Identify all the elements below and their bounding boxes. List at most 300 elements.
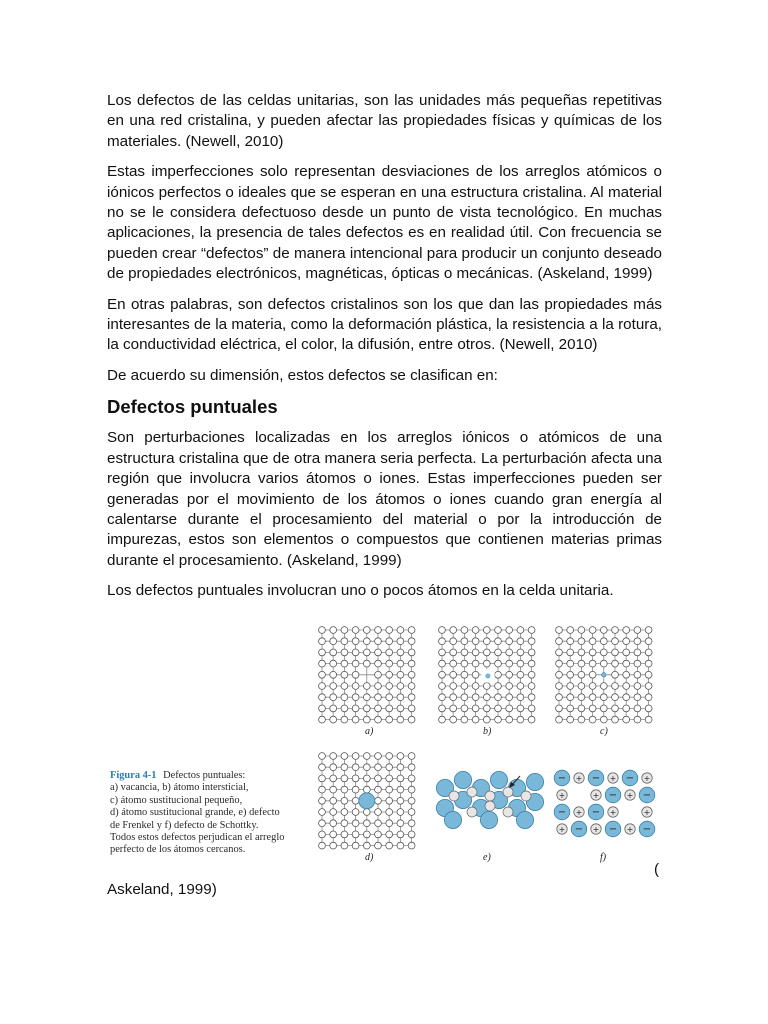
lattice-atom: [439, 705, 446, 712]
lattice-atom: [386, 649, 393, 656]
lattice-atom: [556, 671, 563, 678]
lattice-atom: [352, 775, 359, 782]
lattice-atom: [319, 775, 326, 782]
lattice-atom: [363, 638, 370, 645]
ion-small: [467, 787, 477, 797]
lattice-atom: [330, 786, 337, 793]
lattice-atom: [528, 716, 535, 723]
lattice-atom: [319, 671, 326, 678]
lattice-atom: [645, 660, 652, 667]
lattice-atom: [363, 775, 370, 782]
lattice-atom: [567, 649, 574, 656]
lattice-atom: [634, 649, 641, 656]
lattice-atom: [330, 660, 337, 667]
lattice-atom: [352, 797, 359, 804]
lattice-atom: [397, 705, 404, 712]
lattice-atom: [612, 638, 619, 645]
label-b: b): [483, 726, 492, 737]
lattice-atom: [623, 649, 630, 656]
lattice-atom: [612, 683, 619, 690]
label-c: c): [600, 726, 608, 737]
lattice-atom: [363, 694, 370, 701]
lattice-atom: [408, 694, 415, 701]
lattice-atom: [567, 694, 574, 701]
lattice-atom: [352, 786, 359, 793]
lattice-atom: [517, 627, 524, 634]
lattice-atom: [600, 649, 607, 656]
lattice-atom: [528, 649, 535, 656]
paragraph-4: De acuerdo su dimensión, estos defectos se clasifican en:: [107, 366, 498, 384]
lattice-atom: [363, 683, 370, 690]
minus-sign: −: [642, 824, 652, 835]
lattice-atom: [495, 671, 502, 678]
lattice-atom: [375, 797, 382, 804]
lattice-atom: [483, 716, 490, 723]
lattice-atom: [408, 683, 415, 690]
plus-sign: +: [643, 808, 651, 817]
minus-sign: −: [557, 807, 567, 818]
lattice-atom: [623, 716, 630, 723]
lattice-atom: [375, 809, 382, 816]
ion-small: [485, 801, 495, 811]
panel-e-frenkel: [436, 771, 543, 828]
lattice-atom: [397, 842, 404, 849]
plus-sign: +: [558, 791, 566, 800]
lattice-atom: [330, 716, 337, 723]
lattice-atom: [461, 705, 468, 712]
lattice-atom: [363, 649, 370, 656]
lattice-atom: [483, 638, 490, 645]
lattice-atom: [528, 660, 535, 667]
lattice-atom: [408, 842, 415, 849]
lattice-atom: [645, 638, 652, 645]
paragraph-5: Son perturbaciones localizadas en los arreglos iónicos o atómicos de una estructura cristalina que de otra manera seria perfecta. La perturbación afecta una región que involucra varios átomos o iones. Estas imperfecciones pueden ser generadas por el movimiento de los átomos o iones cuando gran energía al calentarse durante el procesamiento del material o por la introducción de impurezas, estos son elementos o compuestos que contienen materias primas durante el procesamiento. (Askeland, 1999): [107, 429, 662, 569]
lattice-atom: [319, 694, 326, 701]
plus-sign: +: [575, 808, 583, 817]
paragraph-2: Estas imperfecciones solo representan desviaciones de los arreglos atómicos o iónicos perfectos o ideales que se esperan en una estructura cristalina. Al material no se le considera defectuoso desde un punto de vista tecnológico. En muchas aplicaciones, la presencia de tales defectos es en realidad útil. Con frecuencia se pueden crear “defectos” de manera intencional para producir un conjunto deseado de propiedades electrónicos, magnéticas, ópticas o mecánicas. (Askeland, 1999): [107, 163, 662, 283]
lattice-atom: [472, 660, 479, 667]
lattice-atom: [397, 809, 404, 816]
small-substitutional-atom: [602, 673, 606, 677]
minus-sign: −: [625, 773, 635, 784]
ion-large: [490, 771, 507, 788]
lattice-atom: [341, 649, 348, 656]
lattice-atom: [375, 705, 382, 712]
lattice-atom: [386, 660, 393, 667]
lattice-atom: [341, 764, 348, 771]
lattice-atom: [634, 627, 641, 634]
citation-rest: Askeland, 1999): [107, 881, 217, 898]
lattice-atom: [341, 797, 348, 804]
lattice-atom: [386, 831, 393, 838]
lattice-atom: [341, 627, 348, 634]
lattice-atom: [517, 705, 524, 712]
lattice-atom: [623, 694, 630, 701]
lattice-atom: [645, 627, 652, 634]
paragraph-1: Los defectos de las celdas unitarias, son las unidades más pequeñas repetitivas en una red cristalina, y pueden afectar las propiedades físicas y químicas de los materiales. (Newell, 2010): [107, 92, 662, 150]
lattice-atom: [375, 627, 382, 634]
lattice-atom: [472, 683, 479, 690]
lattice-atom: [461, 671, 468, 678]
lattice-atom: [450, 649, 457, 656]
lattice-atom: [408, 671, 415, 678]
lattice-atom: [386, 694, 393, 701]
lattice-atom: [341, 786, 348, 793]
ion-small: [449, 791, 459, 801]
lattice-atom: [506, 683, 513, 690]
lattice-atom: [567, 705, 574, 712]
lattice-atom: [408, 775, 415, 782]
lattice-atom: [363, 831, 370, 838]
lattice-atom: [352, 716, 359, 723]
lattice-atom: [461, 649, 468, 656]
lattice-atom: [386, 764, 393, 771]
lattice-atom: [623, 638, 630, 645]
lattice-atom: [352, 683, 359, 690]
lattice-atom: [319, 716, 326, 723]
lattice-atom: [578, 660, 585, 667]
lattice-atom: [450, 671, 457, 678]
lattice-atom: [517, 671, 524, 678]
lattice-atom: [623, 627, 630, 634]
label-d: d): [365, 852, 374, 863]
lattice-atom: [567, 683, 574, 690]
minus-sign: −: [642, 790, 652, 801]
interstitial-atom: [485, 673, 490, 678]
lattice-atom: [319, 831, 326, 838]
lattice-atom: [495, 705, 502, 712]
figure-title: Defectos puntuales:: [163, 770, 246, 781]
lattice-atom: [439, 660, 446, 667]
lattice-atom: [528, 683, 535, 690]
lattice-atom: [341, 820, 348, 827]
lattice-atom: [578, 649, 585, 656]
figure-caption: [110, 770, 315, 857]
lattice-atom: [363, 753, 370, 760]
lattice-atom: [330, 638, 337, 645]
lattice-atom: [634, 705, 641, 712]
lattice-atom: [556, 649, 563, 656]
lattice-atom: [600, 705, 607, 712]
lattice-atom: [506, 627, 513, 634]
lattice-atom: [363, 764, 370, 771]
lattice-atom: [506, 716, 513, 723]
lattice-atom: [341, 775, 348, 782]
lattice-atom: [341, 660, 348, 667]
ion-small: [503, 807, 513, 817]
lattice-atom: [408, 638, 415, 645]
lattice-atom: [439, 716, 446, 723]
lattice-atom: [352, 842, 359, 849]
lattice-atom: [461, 694, 468, 701]
lattice-atom: [589, 716, 596, 723]
lattice-atom: [341, 842, 348, 849]
lattice-atom: [528, 694, 535, 701]
plus-sign: +: [609, 808, 617, 817]
caption-line: c) átomo sustitucional pequeño,: [110, 794, 243, 806]
ion-small: [467, 807, 477, 817]
lattice-atom: [528, 627, 535, 634]
lattice-atom: [600, 694, 607, 701]
lattice-atom: [578, 716, 585, 723]
lattice-atom: [319, 753, 326, 760]
lattice-atom: [567, 638, 574, 645]
lattice-atom: [645, 649, 652, 656]
lattice-atom: [330, 764, 337, 771]
lattice-atom: [506, 649, 513, 656]
panel-f-schottky: [554, 770, 655, 837]
lattice-atom: [352, 649, 359, 656]
lattice-atom: [352, 831, 359, 838]
lattice-atom: [483, 694, 490, 701]
lattice-atom: [341, 809, 348, 816]
lattice-atom: [506, 638, 513, 645]
lattice-atom: [472, 649, 479, 656]
lattice-atom: [397, 753, 404, 760]
lattice-atom: [483, 660, 490, 667]
lattice-atom: [375, 716, 382, 723]
lattice-atom: [386, 775, 393, 782]
lattice-atom: [386, 786, 393, 793]
lattice-atom: [341, 671, 348, 678]
lattice-atom: [556, 705, 563, 712]
label-f: f): [600, 852, 607, 863]
lattice-atom: [567, 671, 574, 678]
lattice-atom: [352, 627, 359, 634]
lattice-atom: [645, 671, 652, 678]
lattice-atom: [341, 683, 348, 690]
lattice-atom: [450, 638, 457, 645]
lattice-atom: [408, 705, 415, 712]
lattice-atom: [352, 705, 359, 712]
lattice-atom: [341, 831, 348, 838]
lattice-atom: [645, 716, 652, 723]
caption-line: d) átomo sustitucional grande, e) defecto: [110, 807, 280, 819]
ion-large: [480, 811, 497, 828]
paragraph-3: En otras palabras, son defectos cristalinos son los que dan las propiedades más interesantes de la materia, como la deformación plástica, la resistencia a la rotura, la conductividad eléctrica, el color, la difusión, entre otros. (Newell, 2010): [107, 295, 662, 354]
caption-line: perfecto de los átomos cercanos.: [110, 844, 246, 856]
lattice-atom: [528, 671, 535, 678]
lattice-atom: [363, 716, 370, 723]
caption-line: Todos estos defectos perjudican el arreglo: [110, 832, 285, 844]
lattice-atom: [397, 660, 404, 667]
lattice-atom: [408, 627, 415, 634]
lattice-atom: [495, 649, 502, 656]
lattice-atom: [645, 705, 652, 712]
lattice-atom: [589, 638, 596, 645]
lattice-atom: [375, 660, 382, 667]
lattice-atom: [495, 716, 502, 723]
lattice-atom: [439, 627, 446, 634]
lattice-atom: [408, 831, 415, 838]
lattice-atom: [352, 820, 359, 827]
lattice-atom: [589, 660, 596, 667]
lattice-atom: [450, 627, 457, 634]
lattice-atom: [408, 753, 415, 760]
lattice-atom: [319, 649, 326, 656]
lattice-atom: [375, 683, 382, 690]
paragraph-6: Los defectos puntuales involucran uno o pocos átomos en la celda unitaria.: [107, 582, 614, 600]
lattice-atom: [363, 705, 370, 712]
citation-open: (: [654, 861, 660, 878]
plus-sign: +: [626, 791, 634, 800]
plus-sign: +: [558, 825, 566, 834]
lattice-atom: [408, 764, 415, 771]
lattice-atom: [330, 797, 337, 804]
lattice-atom: [556, 683, 563, 690]
label-e: e): [483, 852, 491, 863]
lattice-atom: [517, 660, 524, 667]
lattice-atom: [363, 820, 370, 827]
lattice-atom: [341, 716, 348, 723]
lattice-atom: [439, 638, 446, 645]
lattice-atom: [461, 638, 468, 645]
lattice-atom: [450, 694, 457, 701]
lattice-atom: [319, 627, 326, 634]
lattice-atom: [506, 694, 513, 701]
lattice-atom: [397, 775, 404, 782]
lattice-atom: [363, 660, 370, 667]
lattice-atom: [408, 649, 415, 656]
lattice-atom: [386, 627, 393, 634]
lattice-atom: [517, 638, 524, 645]
ion-large: [526, 773, 543, 790]
lattice-atom: [600, 627, 607, 634]
lattice-atom: [375, 831, 382, 838]
lattice-atom: [330, 694, 337, 701]
minus-sign: −: [591, 773, 601, 784]
section-heading: Defectos puntuales: [107, 396, 278, 418]
lattice-atom: [450, 705, 457, 712]
lattice-atom: [556, 638, 563, 645]
lattice-atom: [386, 753, 393, 760]
lattice-atom: [612, 671, 619, 678]
lattice-atom: [352, 764, 359, 771]
lattice-atom: [397, 683, 404, 690]
lattice-atom: [517, 683, 524, 690]
minus-sign: −: [591, 807, 601, 818]
lattice-atom: [556, 694, 563, 701]
lattice-atom: [495, 694, 502, 701]
lattice-atom: [375, 753, 382, 760]
minus-sign: −: [557, 773, 567, 784]
lattice-atom: [330, 820, 337, 827]
lattice-atom: [330, 705, 337, 712]
lattice-atom: [363, 786, 370, 793]
lattice-atom: [483, 705, 490, 712]
label-a: a): [365, 726, 374, 737]
lattice-atom: [341, 694, 348, 701]
lattice-atom: [341, 705, 348, 712]
lattice-atom: [483, 683, 490, 690]
lattice-atom: [386, 797, 393, 804]
lattice-atom: [634, 638, 641, 645]
ion-large: [454, 771, 471, 788]
lattice-atom: [461, 716, 468, 723]
lattice-atom: [634, 660, 641, 667]
lattice-atom: [319, 638, 326, 645]
lattice-atom: [375, 638, 382, 645]
ion-small: [521, 791, 531, 801]
lattice-atom: [352, 753, 359, 760]
lattice-atom: [567, 627, 574, 634]
lattice-atom: [408, 797, 415, 804]
lattice-atom: [600, 660, 607, 667]
lattice-atom: [341, 753, 348, 760]
lattice-atom: [589, 705, 596, 712]
lattice-atom: [612, 649, 619, 656]
lattice-atom: [375, 671, 382, 678]
lattice-atom: [386, 671, 393, 678]
plus-sign: +: [575, 774, 583, 783]
lattice-atom: [495, 660, 502, 667]
lattice-atom: [408, 820, 415, 827]
lattice-atom: [589, 627, 596, 634]
lattice-atom: [450, 716, 457, 723]
lattice-atom: [397, 638, 404, 645]
lattice-atom: [439, 683, 446, 690]
lattice-atom: [495, 683, 502, 690]
lattice-atom: [567, 660, 574, 667]
lattice-atom: [375, 649, 382, 656]
lattice-atom: [506, 705, 513, 712]
lattice-atom: [439, 649, 446, 656]
lattice-atom: [578, 705, 585, 712]
lattice-atom: [363, 842, 370, 849]
lattice-atom: [495, 627, 502, 634]
lattice-atom: [506, 660, 513, 667]
lattice-atom: [634, 671, 641, 678]
lattice-atom: [645, 694, 652, 701]
ion-small: [485, 791, 495, 801]
lattice-atom: [528, 638, 535, 645]
lattice-atom: [528, 705, 535, 712]
lattice-atom: [461, 627, 468, 634]
lattice-atom: [517, 716, 524, 723]
lattice-atom: [623, 660, 630, 667]
lattice-atom: [352, 809, 359, 816]
lattice-atom: [319, 820, 326, 827]
minus-sign: −: [608, 790, 618, 801]
lattice-atom: [375, 764, 382, 771]
large-substitutional-atom: [359, 793, 375, 809]
lattice-atom: [612, 694, 619, 701]
lattice-atom: [352, 660, 359, 667]
lattice-atom: [319, 660, 326, 667]
lattice-atom: [472, 694, 479, 701]
lattice-atom: [341, 638, 348, 645]
lattice-atom: [589, 671, 596, 678]
lattice-atom: [375, 775, 382, 782]
plus-sign: +: [643, 774, 651, 783]
lattice-atom: [600, 683, 607, 690]
lattice-atom: [589, 683, 596, 690]
lattice-atom: [408, 786, 415, 793]
lattice-atom: [589, 694, 596, 701]
lattice-atom: [330, 627, 337, 634]
lattice-atom: [386, 842, 393, 849]
lattice-atom: [330, 671, 337, 678]
lattice-atom: [578, 683, 585, 690]
lattice-atom: [623, 705, 630, 712]
lattice-atom: [461, 683, 468, 690]
lattice-atom: [472, 716, 479, 723]
lattice-atom: [612, 627, 619, 634]
document-body: [107, 91, 662, 612]
lattice-atom: [363, 809, 370, 816]
lattice-atom: [397, 764, 404, 771]
lattice-atom: [483, 627, 490, 634]
